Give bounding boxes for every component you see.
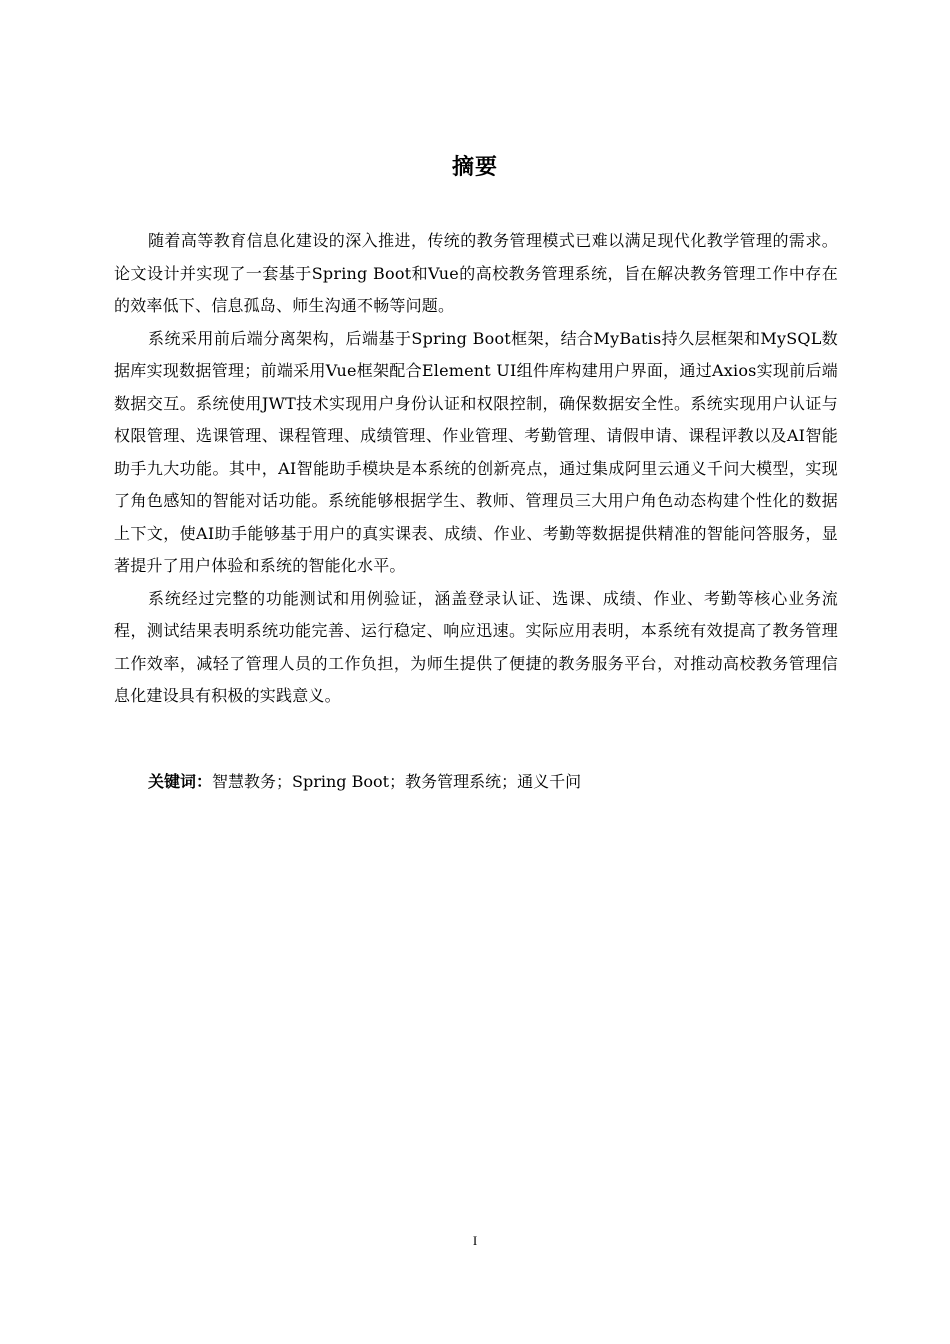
keywords-text: 智慧教务；Spring Boot；教务管理系统；通义千问 bbox=[212, 772, 582, 791]
keywords-label: 关键词： bbox=[148, 772, 213, 791]
abstract-paragraph-2: 系统采用前后端分离架构，后端基于Spring Boot框架，结合MyBatis持久层框架和MySQL数据库实现数据管理；前端采用Vue框架配合Element UI组件库构建用户界面，通过Axios实现前后端数据交互。系统使用JWT技术实现用户身份认证和权限控制，确保数据安全性。系统实现用户认证与权限管理、选课管理、课程管理、成绩管理、作业管理、考勤管理、请假申请、课程评教以及AI智能助手九大功能。其中，AI智能助手模块是本系统的创新亮点，通过集成阿里云通义千问大模型，实现了角色感知的智能对话功能。系统能够根据学生、教师、管理员三大用户角色动态构建个性化的数据上下文，使AI助手能够基于用户的真实课表、成绩、作业、考勤等数据提供精准的智能问答服务，显著提升了用户体验和系统的智能化水平。 bbox=[114, 328, 838, 575]
abstract-paragraph-3: 系统经过完整的功能测试和用例验证，涵盖登录认证、选课、成绩、作业、考勤等核心业务流程，测试结果表明系统功能完善、运行稳定、响应迅速。实际应用表明，本系统有效提高了教务管理工作效率，减轻了管理人员的工作负担，为师生提供了便捷的教务服务平台，对推动高校教务管理信息化建设具有积极的实践意义。 bbox=[114, 588, 838, 705]
abstract-paragraph-1: 随着高等教育信息化建设的深入推进，传统的教务管理模式已难以满足现代化教学管理的需求。论文设计并实现了一套基于Spring Boot和Vue的高校教务管理系统，旨在解决教务管理工作中存在的效率低下、信息孤岛、师生沟通不畅等问题。 bbox=[114, 231, 838, 315]
abstract-body bbox=[114, 225, 838, 713]
abstract-title: 摘要 bbox=[451, 155, 498, 180]
page-number: I bbox=[472, 1233, 478, 1248]
keywords-line bbox=[148, 766, 581, 798]
